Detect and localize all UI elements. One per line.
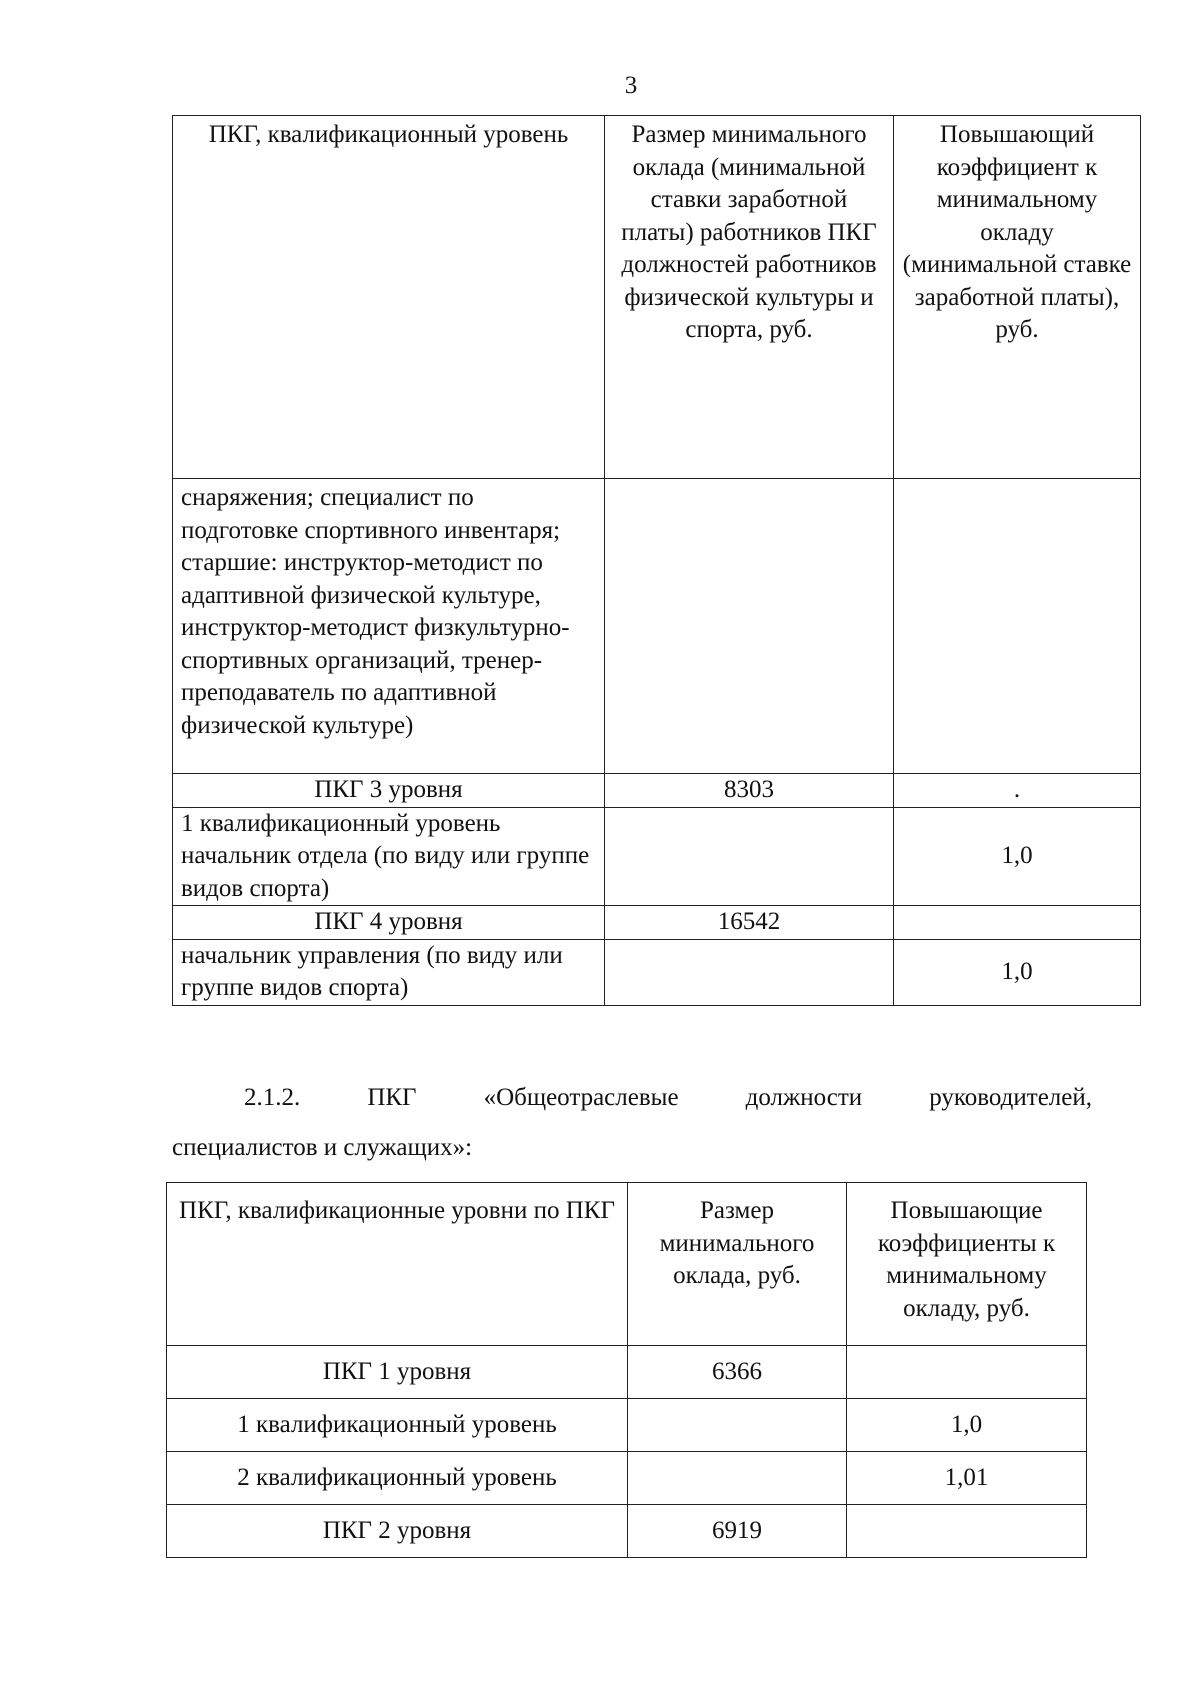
header-min-salary: Размер минимального оклада, руб. xyxy=(628,1183,847,1346)
row-salary xyxy=(605,479,894,774)
row-name: 1 квалификационный уровень начальник отдела (по виду или группе видов спорта) xyxy=(173,807,605,906)
table-header-row xyxy=(167,1183,1087,1346)
paragraph-word: ПКГ xyxy=(367,1084,417,1111)
table-row xyxy=(173,479,1141,774)
row-name: ПКГ 3 уровня xyxy=(173,774,605,808)
row-salary: 6366 xyxy=(628,1346,847,1399)
row-salary xyxy=(605,939,894,1005)
paragraph-line-1 xyxy=(244,1084,1092,1112)
header-qualification: ПКГ, квалификационные уровни по ПКГ xyxy=(167,1183,628,1346)
row-coef xyxy=(847,1346,1087,1399)
table-row xyxy=(167,1505,1087,1558)
row-coef xyxy=(894,479,1141,774)
row-name: ПКГ 4 уровня xyxy=(173,906,605,940)
salary-table-sport xyxy=(172,115,1141,1006)
table-row xyxy=(173,774,1141,808)
header-qualification: ПКГ, квалификационный уровень xyxy=(173,116,605,479)
page-number: 3 xyxy=(624,72,638,99)
row-coef: 1,01 xyxy=(847,1452,1087,1505)
row-coef: 1,0 xyxy=(894,939,1141,1005)
row-coef xyxy=(847,1505,1087,1558)
paragraph-line-2: специалистов и служащих»: xyxy=(172,1134,473,1161)
row-name: ПКГ 1 уровня xyxy=(167,1346,628,1399)
header-coefficient: Повышающий коэффициент к минимальному окладу (минимальной ставке заработной платы), руб. xyxy=(894,116,1141,479)
paragraph-word: руководителей, xyxy=(929,1084,1092,1111)
row-name: начальник управления (по виду или группе видов спорта) xyxy=(173,939,605,1005)
row-salary: 6919 xyxy=(628,1505,847,1558)
row-coef: 1,0 xyxy=(847,1399,1087,1452)
row-salary: 16542 xyxy=(605,906,894,940)
table-row xyxy=(167,1452,1087,1505)
row-name: ПКГ 2 уровня xyxy=(167,1505,628,1558)
row-name: 1 квалификационный уровень xyxy=(167,1399,628,1452)
row-salary xyxy=(628,1399,847,1452)
table-row xyxy=(173,807,1141,906)
paragraph-word: «Общеотраслевые xyxy=(483,1084,679,1111)
row-salary xyxy=(628,1452,847,1505)
row-name: 2 квалификационный уровень xyxy=(167,1452,628,1505)
row-coef xyxy=(894,906,1141,940)
salary-table-general xyxy=(166,1182,1087,1558)
row-coef: 1,0 xyxy=(894,807,1141,906)
header-min-salary: Размер минимального оклада (минимальной ставки заработной платы) работников ПКГ должностей работников физической культуры и спорта, руб. xyxy=(605,116,894,479)
table-row xyxy=(167,1399,1087,1452)
row-coef: . xyxy=(894,774,1141,808)
row-salary: 8303 xyxy=(605,774,894,808)
row-name: снаряжения; специалист по подготовке спортивного инвентаря; старшие: инструктор-методист по адаптивной физической культуре, инструктор-методист физкультурно-спортивных организаций, тренер-преподаватель по адаптивной физической культуре) xyxy=(173,479,605,774)
paragraph-word: 2.1.2. xyxy=(244,1084,301,1111)
table-row xyxy=(173,906,1141,940)
table-row xyxy=(167,1346,1087,1399)
table-row xyxy=(173,939,1141,1005)
paragraph-word: должности xyxy=(745,1084,863,1111)
header-coefficient: Повышающие коэффициенты к минимальному окладу, руб. xyxy=(847,1183,1087,1346)
row-salary xyxy=(605,807,894,906)
table-header-row xyxy=(173,116,1141,479)
